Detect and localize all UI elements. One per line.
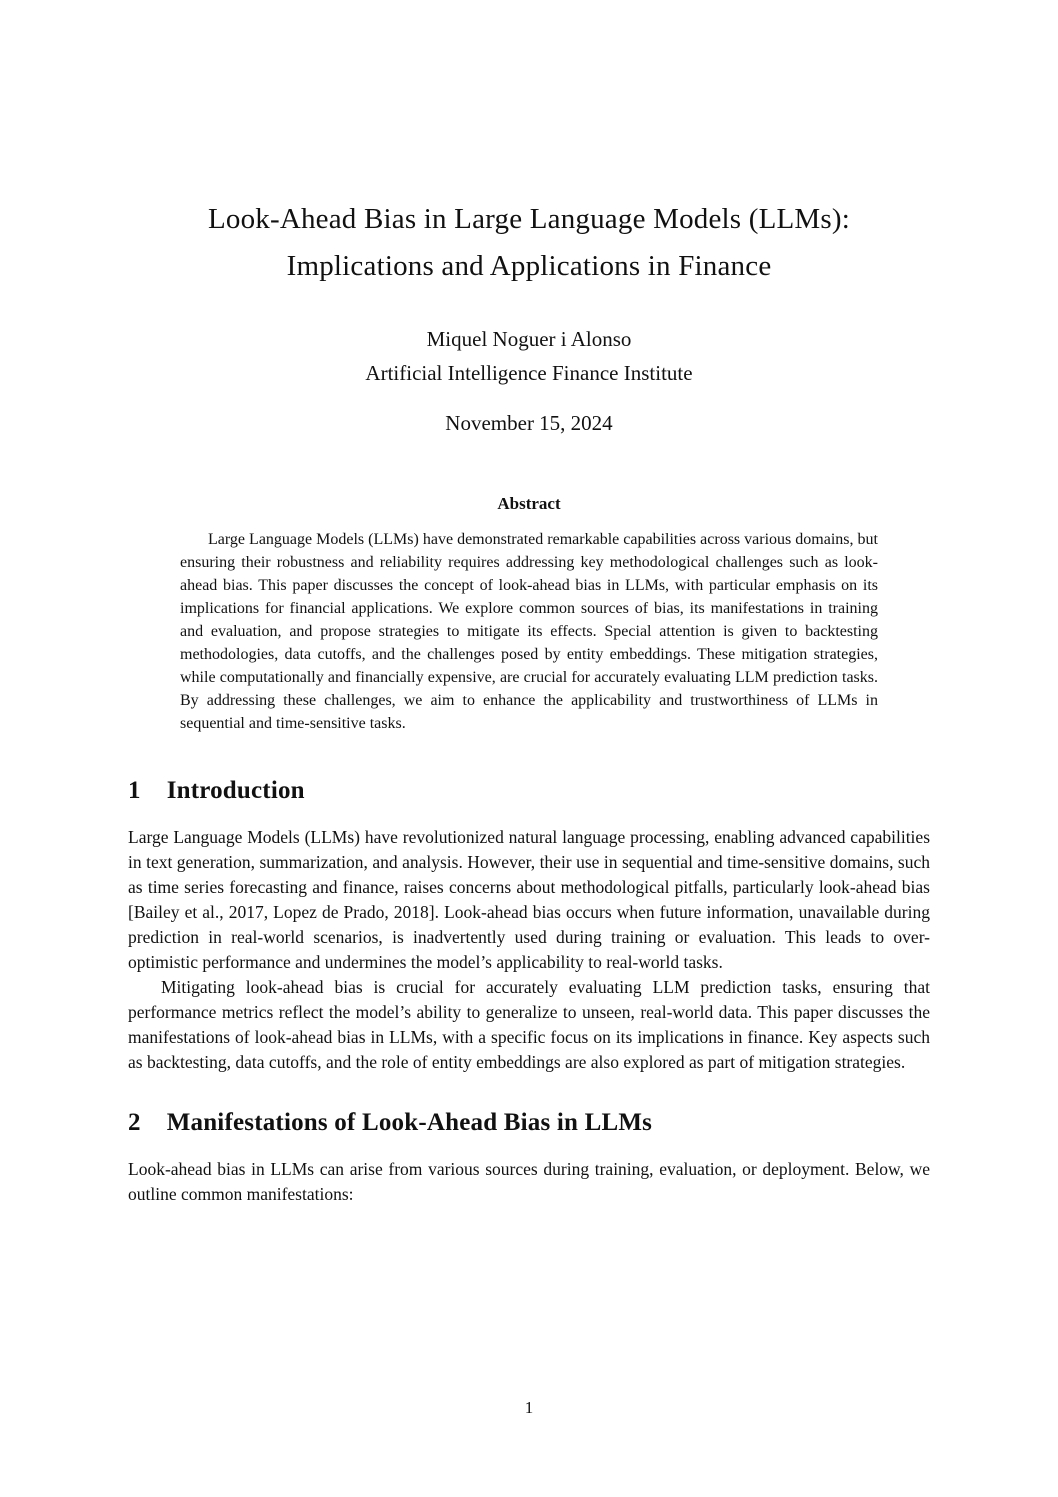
section-2-title: Manifestations of Look-Ahead Bias in LLMs xyxy=(166,1109,653,1136)
section-1-title: Introduction xyxy=(166,777,305,804)
section-2-heading xyxy=(128,1109,930,1137)
page-number: 1 xyxy=(524,1398,534,1417)
section-2-paragraph-1: Look-ahead bias in LLMs can arise from various sources during training, evaluation, or deployment. Below, we outline common manifestations: xyxy=(128,1159,930,1204)
abstract-section xyxy=(180,494,878,735)
paper-title-line-2: Implications and Applications in Finance xyxy=(286,250,772,282)
abstract-text: Large Language Models (LLMs) have demonstrated remarkable capabilities across various domains, but ensuring their robustness and reliability requires addressing key methodological challenges such as look-ahead bias. This paper discusses the concept of look-ahead bias in LLMs, with particular emphasis on its implications for financial applications. We explore common sources of bias, its manifestations in training and evaluation, and propose strategies to mitigate its effects. Special attention is given to backtesting methodologies, data cutoffs, and the challenges posed by entity embeddings. These mitigation strategies, while computationally and financially expensive, are crucial for accurately evaluating LLM prediction tasks. By addressing these challenges, we aim to enhance the applicability and trustworthiness of LLMs in sequential and time-sensitive tasks. xyxy=(180,531,878,732)
author-block xyxy=(128,322,930,390)
abstract-heading: Abstract xyxy=(497,494,561,513)
section-1-heading xyxy=(128,777,930,805)
paper-title xyxy=(128,196,930,290)
paper-date: November 15, 2024 xyxy=(445,411,613,435)
author-affiliation: Artificial Intelligence Finance Institute xyxy=(365,361,693,385)
section-1-paragraph-1: Large Language Models (LLMs) have revolutionized natural language processing, enabling advanced capabilities in text generation, summarization, and analysis. However, their use in sequential and time-sensitive domains, such as time series forecasting and finance, raises concerns about methodological pitfalls, particularly look-ahead bias [Bailey et al., 2017, Lopez de Prado, 2018]. Look-ahead bias occurs when future information, unavailable during prediction in real-world scenarios, is inadvertently used during training or evaluation. This leads to over-optimistic performance and undermines the model’s applicability to real-world tasks. xyxy=(128,827,930,972)
author-name: Miquel Noguer i Alonso xyxy=(426,327,632,351)
section-1-number: 1 xyxy=(128,777,141,804)
paper-title-line-1: Look-Ahead Bias in Large Language Models (LLMs): xyxy=(207,203,851,235)
section-1-paragraph-2: Mitigating look-ahead bias is crucial for accurately evaluating LLM prediction tasks, ensuring that performance metrics reflect the model’s ability to generalize to unseen, real-world data. This paper discusses the manifestations of look-ahead bias in LLMs, with a specific focus on its implications in finance. Key aspects such as backtesting, data cutoffs, and the role of entity embeddings are also explored as part of mitigation strategies. xyxy=(128,977,930,1072)
section-2-number: 2 xyxy=(128,1109,141,1136)
